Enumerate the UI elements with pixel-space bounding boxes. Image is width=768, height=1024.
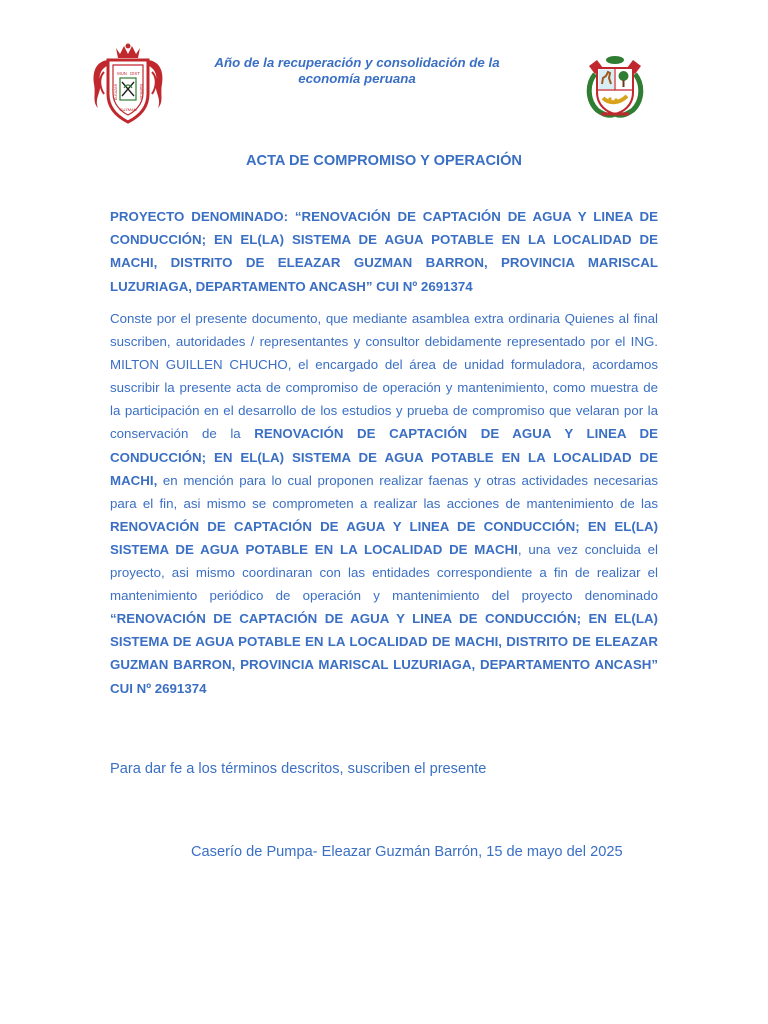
svg-text:ELEAZAR: ELEAZAR <box>114 83 118 101</box>
peru-coat-of-arms-icon <box>583 54 647 120</box>
project-heading: PROYECTO DENOMINADO: “RENOVACIÓN DE CAPTACIÓN DE AGUA Y LINEA DE CONDUCCIÓN; EN EL(LA) SISTEMA DE AGUA POTABLE EN LA LOCALIDAD DE MACHI, DISTRITO DE ELEAZAR GUZMAN BARRON, PROVINCIA MARISCAL LUZURIAGA, DEPARTAMENTO ANCASH” CUI Nº 2691374 <box>110 209 658 294</box>
body-text-segment: Conste por el presente documento, que mediante asamblea extra ordinaria Quienes al final suscriben, autoridades / representantes y consultor debidamente representado por el ING. MILTON GUILLEN CHUCHO, el encargado del área de unidad formuladora, acordamos suscribir la presente acta de compromiso de operación y mantenimiento, como muestra de la participación en el desarrollo de los estudios y prueba de compromiso que velaran por la conservación de la <box>110 311 658 442</box>
svg-text:BARRON: BARRON <box>139 84 143 100</box>
body-bold-segment: RENOVACIÓN DE CAPTACIÓN DE AGUA Y LINEA DE CONDUCCIÓN; EN EL(LA) SISTEMA DE AGUA POTABLE EN LA LOCALIDAD DE MACHI, <box>110 426 659 488</box>
closing-statement: Para dar fe a los términos descritos, suscriben el presente <box>110 761 487 777</box>
svg-text:GUZMAN: GUZMAN <box>119 107 137 112</box>
body-text-segment: , una vez concluida el proyecto, asi mismo coordinaran con las entidades correspondiente a fin de realizar el mantenimiento periódico de operación y mantenimiento del proyecto denominado <box>110 541 658 604</box>
body-bold-segment: “RENOVACIÓN DE CAPTACIÓN DE AGUA Y LINEA DE CONDUCCIÓN; EN EL(LA) SISTEMA DE AGUA POTABLE EN LA LOCALIDAD DE MACHI, DISTRITO DE ELEAZAR GUZMAN BARRON, PROVINCIA MARISCAL LUZURIAGA, DEPARTAMENTO ANCASH” CUI Nº 2691374 <box>110 611 658 696</box>
document-title: ACTA DE COMPROMISO Y OPERACIÓN <box>246 153 522 169</box>
body-paragraph <box>110 307 658 700</box>
svg-text:DIST: DIST <box>130 71 140 76</box>
place-and-date: Caserío de Pumpa- Eleazar Guzmán Barrón, 15 de mayo del 2025 <box>191 844 623 860</box>
body-bold-segment: RENOVACIÓN DE CAPTACIÓN DE AGUA Y LINEA DE CONDUCCIÓN; EN EL(LA) SISTEMA DE AGUA POTABLE EN LA LOCALIDAD DE MACHI <box>110 518 658 557</box>
year-motto: Año de la recuperación y consolidación de la economía peruana <box>214 55 500 86</box>
body-text-segment: en mención para lo cual proponen realizar faenas y otras actividades necesarias para el fin, asi mismo se comprometen a realizar las acciones de mantenimiento de las <box>110 472 658 511</box>
municipal-seal-icon <box>90 42 166 126</box>
svg-text:MUN: MUN <box>117 71 127 76</box>
